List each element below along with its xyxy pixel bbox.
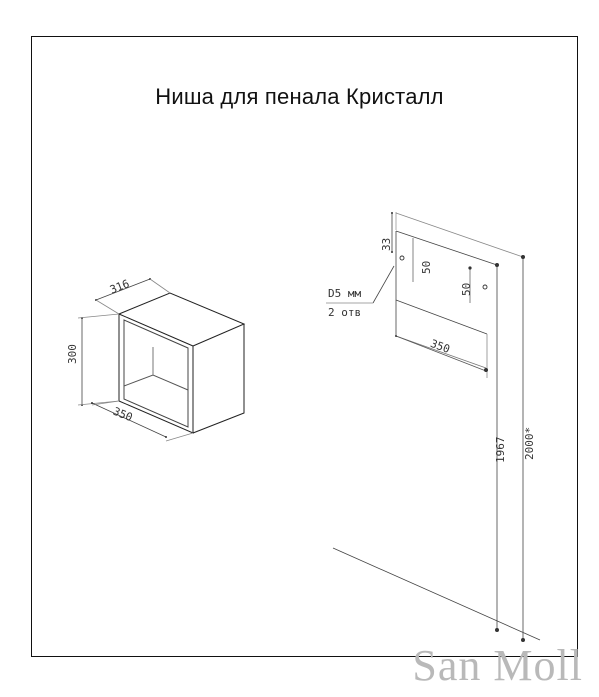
cabinet-sketch bbox=[119, 293, 244, 433]
cabinet-height-label: 300 bbox=[66, 344, 79, 364]
mounting-hole-2 bbox=[483, 285, 487, 289]
hole-count-label: 2 отв bbox=[328, 306, 362, 319]
cabinet-dimensions bbox=[78, 279, 193, 441]
cabinet-bottom-edge bbox=[124, 375, 188, 390]
hole-diameter-label: D5 мм bbox=[328, 287, 362, 300]
drawing-title: Ниша для пенала Кристалл bbox=[155, 84, 444, 109]
hole-leader-line bbox=[373, 266, 394, 303]
cabinet-width-label: 350 bbox=[111, 404, 135, 425]
cabinet-side bbox=[193, 324, 244, 433]
wall-niche-sketch bbox=[326, 212, 540, 640]
hole-offset-label-2: 50 bbox=[460, 282, 473, 296]
niche-width-label: 350 bbox=[428, 337, 452, 357]
floor-line bbox=[333, 548, 540, 640]
height-2000-label: 2000* bbox=[523, 426, 536, 460]
niche-top-line bbox=[396, 231, 497, 265]
hole-offset-label-1: 50 bbox=[420, 260, 433, 274]
niche-bottom-line bbox=[396, 300, 487, 334]
ceiling-reference-line bbox=[396, 213, 523, 257]
top-offset-label: 33 bbox=[380, 237, 393, 251]
cabinet-top bbox=[119, 293, 244, 346]
watermark-text: San Moll bbox=[412, 641, 583, 690]
height-1967-label: 1967 bbox=[494, 436, 507, 463]
mounting-hole-1 bbox=[400, 256, 404, 260]
cabinet-depth-label: 316 bbox=[107, 277, 132, 297]
